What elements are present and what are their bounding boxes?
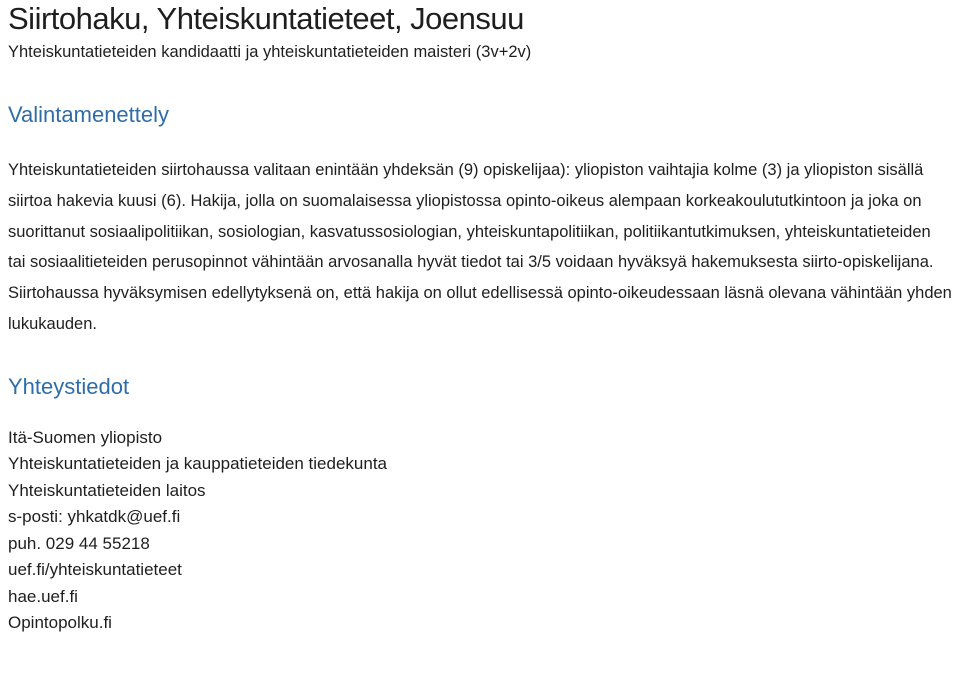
page-subtitle: Yhteiskuntatieteiden kandidaatti ja yhteiskuntatieteiden maisteri (3v+2v) xyxy=(8,43,532,61)
contact-line-opintopolku: Opintopolku.fi xyxy=(8,613,112,633)
procedure-text: siirtohaussa valitaan enintään yhdeksän (9) opiskelijaa): yliopiston vaihtajia kolme (3) ja yliopiston sisällä siirtoa hakevia kuusi (6). Hakija, jolla on suomalaisessa yliopistossa opinto-oikeus alempaan korkeakoulututkintoon ja joka on suorittanut sosiaalipolitiikan, sosiologian, kasvatussosiologian, yhteiskuntapolitiikan, politiikantutkimuksen, yhteiskuntatieteiden tai sosiaalitieteiden perusopinnot vähintään arvosanalla hyvät tiedot tai 3/5 voidaan hyväksyä hakemuksesta siirto-opiskelijana. Siirtohaussa hyväksymisen edellytyksenä on, että hakija on ollut edellisessä opinto-oikeudessaan läsnä olevana vähintään yhden lukukauden. xyxy=(8,161,952,333)
contact-line-university: Itä-Suomen yliopisto xyxy=(8,427,163,447)
section-heading-valintamenettely: Valintamenettely xyxy=(8,102,170,127)
procedure-lead: Yhteiskuntatieteiden xyxy=(8,161,157,179)
contact-line-department: Yhteiskuntatieteiden laitos xyxy=(8,480,206,500)
contact-line-email: s-posti: yhkatdk@uef.fi xyxy=(8,507,181,527)
contact-line-faculty: Yhteiskuntatieteiden ja kauppatieteiden tiedekunta xyxy=(8,454,388,474)
procedure-paragraph xyxy=(8,155,952,340)
contact-line-website: uef.fi/yhteiskuntatieteet xyxy=(8,560,182,580)
section-heading-yhteystiedot: Yhteystiedot xyxy=(8,373,130,399)
contact-list xyxy=(8,425,952,637)
page-title: Siirtohaku, Yhteiskuntatieteet, Joensuu xyxy=(8,1,524,36)
contact-line-phone: puh. 029 44 55218 xyxy=(8,533,150,553)
contact-line-application-site: hae.uef.fi xyxy=(8,586,78,606)
